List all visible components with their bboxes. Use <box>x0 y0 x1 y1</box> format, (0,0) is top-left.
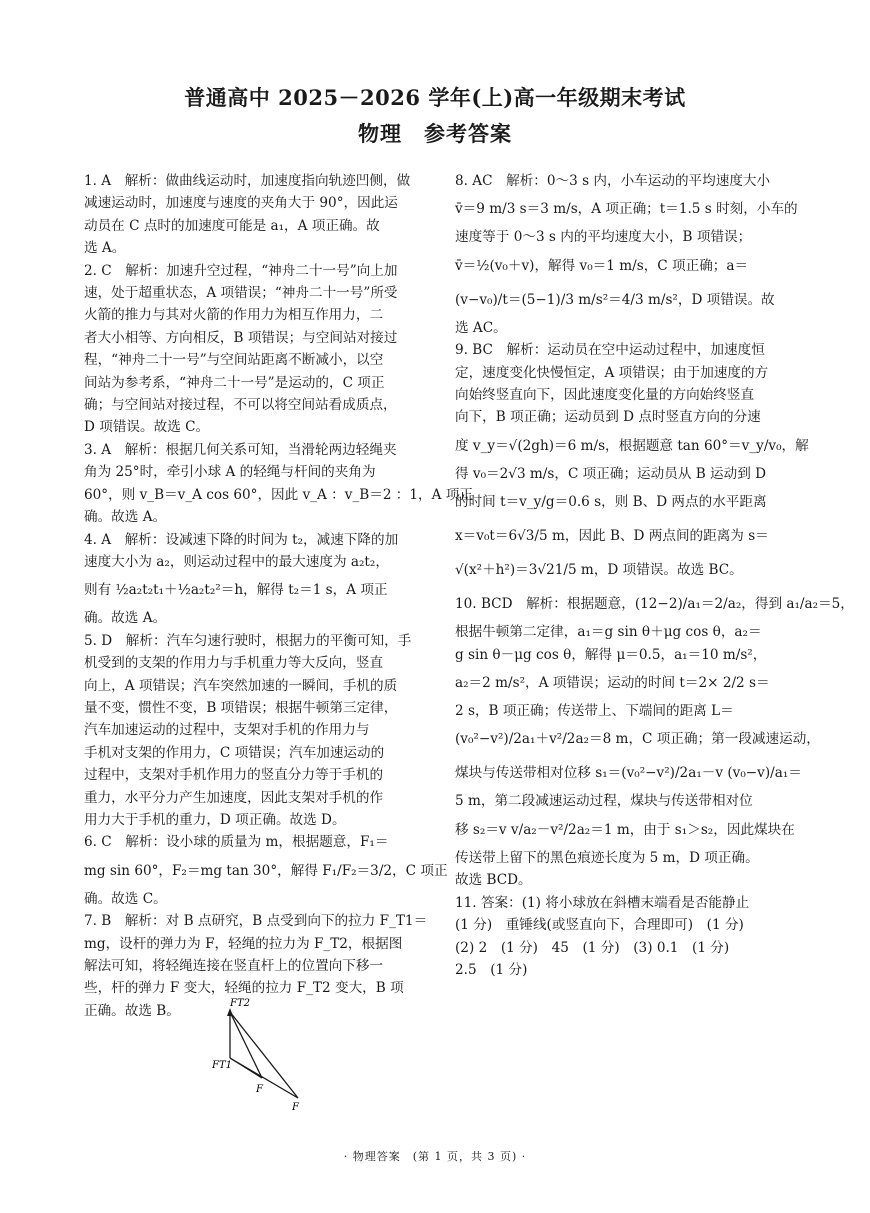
page-subtitle: 物理 参考答案 <box>358 121 512 146</box>
answer-10-line: 5 m，第二段减速运动过程，煤块与传送带相对位 <box>455 793 753 810</box>
answer-9-line: 得 v₀＝2√3 m/s，C 项正确；运动员从 B 运动到 D <box>455 465 767 482</box>
answer-11-line: (1 分) 重锤线(或竖直向下，合理即可) (1 分) <box>455 917 744 934</box>
answer-8-line: v̄＝½(v₀＋v)，解得 v₀＝1 m/s，C 项正确；a＝ <box>455 257 749 274</box>
answer-3-line: 60°，则 v_B＝v_A cos 60°，因此 v_A ：v_B＝2 ：1，A 项正 <box>84 486 473 503</box>
answer-5-line: 过程中，支架对手机作用力的竖直分力等于手机的 <box>84 767 384 784</box>
force-diagram <box>200 994 320 1116</box>
right-column <box>455 170 854 981</box>
answer-6 <box>84 831 448 910</box>
answer-11-line: (2) 2 (1 分) 45 (1 分) (3) 0.1 (1 分) <box>455 939 730 956</box>
answer-8-line: 选 AC。 <box>455 319 507 336</box>
answer-9-line: 9. BC 解析：运动员在空中运动过程中，加速度恒 <box>455 342 765 359</box>
answer-10-line: 10. BCD 解析：根据题意，(12−2)/a₁＝2/a₂，得到 a₁/a₂＝5， <box>455 596 854 613</box>
answer-11 <box>455 892 793 982</box>
answer-2-line: 程，“神舟二十一号”与空间站距离不断减小，以空 <box>84 352 384 369</box>
answer-10-line: 移 s₂＝v v/a₂－v²/2a₂＝1 m，由于 s₁＞s₂，因此煤块在 <box>455 821 795 838</box>
answer-7-line: mg，设杆的弹力为 F，轻绳的拉力为 F_T2，根据图 <box>84 935 403 952</box>
answer-5-line: 量不变，惯性不变，B 项错误；根据牛顿第三定律， <box>84 699 398 716</box>
answer-11-line: 2.5 (1 分) <box>455 961 528 978</box>
answer-8-line: (v−v₀)/t＝(5−1)/3 m/s²＝4/3 m/s²，D 项错误。故 <box>455 291 775 308</box>
answer-3 <box>84 439 473 529</box>
answer-10 <box>455 587 854 891</box>
answer-11-line: 11. 答案：(1) 将小球放在斜槽末端看是否能静止 <box>455 894 750 911</box>
answer-4-line: 则有 ½a₂t₂t₁＋½a₂t₂²＝h，解得 t₂＝1 s，A 项正 <box>84 582 388 599</box>
arrow-head-icon <box>227 1008 233 1016</box>
answer-3-line: 角为 25°时，牵引小球 A 的轻绳与杆间的夹角为 <box>84 464 376 481</box>
label-f2: F <box>292 1102 299 1113</box>
answer-7-line: 解法可知，将轻绳连接在竖直杆上的位置向下移一 <box>84 958 384 974</box>
answer-9-line: 向下，B 项正确；运动员到 D 点时竖直方向的分速 <box>455 409 761 426</box>
answer-1-line: 选 A。 <box>84 240 126 257</box>
answer-2 <box>84 260 434 439</box>
answer-5-line: 重力，水平分力产生加速度，因此支架对手机的作 <box>84 789 384 806</box>
answer-2-line: 2. C 解析：加速升空过程，“神舟二十一号”向上加 <box>84 262 398 279</box>
answer-10-line: 传送带上留下的黑色痕迹长度为 5 m，D 项正确。 <box>455 849 759 866</box>
page-footer: · 物理答案 (第 1 页，共 3 页) · <box>343 1150 527 1163</box>
answer-5-line: 向上，A 项错误；汽车突然加速的一瞬间，手机的质 <box>84 677 398 694</box>
answer-8 <box>455 170 798 339</box>
answer-10-line: (v₀²−v²)/2a₁＋v²/2a₂＝8 m，C 项正确；第一段减速运动， <box>455 731 820 748</box>
answer-9-line: 定，速度变化快慢恒定，A 项错误；由于加速度的方 <box>455 364 769 381</box>
answer-2-line: 间站为参考系，“神舟二十一号”是运动的，C 项正 <box>84 374 385 391</box>
label-ft1: FT1 <box>212 1060 232 1071</box>
answer-6-line: 6. C 解析：设小球的质量为 m，根据题意，F₁＝ <box>84 834 389 851</box>
answer-4 <box>84 529 434 630</box>
answer-5-line: 5. D 解析：汽车匀速行驶时，根据力的平衡可知，手 <box>84 632 412 649</box>
answer-2-line: 火箭的推力与其对火箭的作用力为相互作用力，二 <box>84 307 384 324</box>
label-ft2: FT2 <box>230 998 250 1009</box>
answer-2-line: 确；与空间站对接过程，不可以将空间站看成质点， <box>84 397 397 414</box>
answer-1-line: 动员在 C 点时的加速度可能是 a₁，A 项正确。故 <box>84 217 380 234</box>
answer-10-line: 故选 BCD。 <box>455 872 532 889</box>
answer-5-line: 用力大于手机的重力，D 项正确。故选 D。 <box>84 811 346 828</box>
answer-9-line: 度 v_y＝√(2gh)＝6 m/s，根据题意 tan 60°＝v_y/v₀，解 <box>455 437 809 454</box>
answer-1 <box>84 170 434 260</box>
answer-5-line: 手机对支架的作用力，C 项错误；汽车加速运动的 <box>84 744 385 761</box>
label-f1: F <box>256 1084 263 1095</box>
answer-10-line: 根据牛顿第二定律，a₁＝g sin θ＋μg cos θ，a₂＝ <box>455 624 762 641</box>
answer-4-line: 确。故选 A。 <box>84 610 167 627</box>
answer-10-line: 煤块与传送带相对位移 s₁＝(v₀²−v²)/2a₁－v (v₀−v)/a₁＝ <box>455 765 802 782</box>
answer-9-line: x＝v₀t＝6√3/5 m，因此 B、D 两点间的距离为 s＝ <box>455 528 769 545</box>
answer-10-line: a₂＝2 m/s²，A 项错误；运动的时间 t＝2× 2/2 s＝ <box>455 675 770 692</box>
answer-7-line: 7. B 解析：对 B 点研究，B 点受到向下的拉力 F_T1＝ <box>84 913 428 930</box>
answer-4-line: 4. A 解析：设减速下降的时间为 t₂，减速下降的加 <box>84 531 399 548</box>
answer-5-line: 汽车加速运动的过程中，支架对手机的作用力与 <box>84 722 370 739</box>
answer-6-line: mg sin 60°，F₂＝mg tan 30°，解得 F₁/F₂＝3/2，C 项正 <box>84 862 448 879</box>
page-title: 普通高中 2025－2026 学年(上)高一年级期末考试 <box>184 85 686 110</box>
answer-5-line: 机受到的支架的作用力与手机重力等大反向，竖直 <box>84 655 384 672</box>
answer-3-line: 确。故选 A。 <box>84 509 167 526</box>
answer-5 <box>84 630 434 832</box>
answer-3-line: 3. A 解析：根据几何关系可知，当滑轮两边轻绳夹 <box>84 441 397 458</box>
answer-10-line: 2 s，B 项正确；传送带上、下端间的距离 L＝ <box>455 703 734 720</box>
answer-8-line: v̄＝9 m/3 s＝3 m/s，A 项正确；t＝1.5 s 时刻，小车的 <box>455 201 798 218</box>
answer-2-line: 速，处于超重状态，A 项错误；“神舟二十一号”所受 <box>84 285 398 302</box>
rod-force-vector <box>230 1012 298 1098</box>
answer-9-line: √(x²＋h²)＝3√21/5 m，D 项错误。故选 BC。 <box>455 562 743 579</box>
answer-2-line: 者大小相等、方向相反，B 项错误；与空间站对接过 <box>84 329 398 346</box>
answer-2-line: D 项错误。故选 C。 <box>84 419 210 436</box>
answer-8-line: 速度等于 0～3 s 内的平均速度大小，B 项错误； <box>455 229 752 246</box>
answer-6-line: 确。故选 C。 <box>84 890 167 907</box>
answer-9-line: 向始终竖直向下，因此速度变化量的方向始终竖直 <box>455 387 755 404</box>
triangle-side <box>230 1058 298 1098</box>
left-column <box>84 170 473 1022</box>
answer-1-line: 减速运动时，加速度与速度的夹角大于 90°，因此运 <box>84 195 398 212</box>
answer-10-line: g sin θ－μg cos θ，解得 μ＝0.5，a₁＝10 m/s²， <box>455 646 767 663</box>
answer-4-line: 速度大小为 a₂，则运动过程中的最大速度为 a₂t₂， <box>84 553 389 570</box>
answer-8-line: 8. AC 解析：0～3 s 内，小车运动的平均速度大小 <box>455 173 771 189</box>
answer-9-line: 的时间 t＝v_y/g＝0.6 s，则 B、D 两点的水平距离 <box>455 494 767 511</box>
answer-7-line: 些，杆的弹力 F 变大，轻绳的拉力 F_T2 变大，B 项 <box>84 980 404 997</box>
answer-7-line: 正确。故选 B。 <box>84 1002 180 1019</box>
answer-9 <box>455 339 809 587</box>
answer-1-line: 1. A 解析：做曲线运动时，加速度指向轨迹凹侧，做 <box>84 173 411 189</box>
